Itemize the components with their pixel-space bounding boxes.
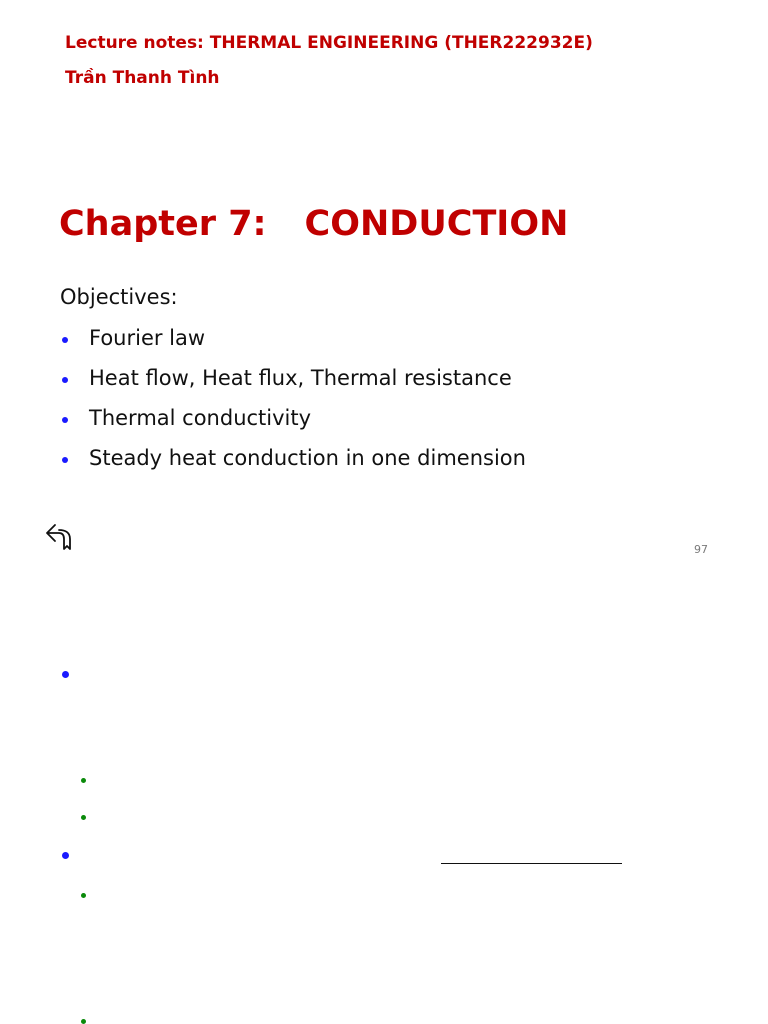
chapter-title bbox=[59, 204, 568, 244]
bullet-icon bbox=[62, 852, 69, 859]
objective-item bbox=[60, 405, 526, 445]
bullet-icon bbox=[62, 377, 68, 383]
bullet-icon bbox=[62, 417, 68, 423]
objective-text: Fourier law bbox=[89, 326, 206, 350]
page-number: 97 bbox=[694, 543, 708, 556]
bullet-icon bbox=[81, 815, 86, 820]
objectives-label: Objectives: bbox=[60, 285, 178, 309]
bullet-icon bbox=[81, 778, 86, 783]
objective-item bbox=[60, 365, 526, 405]
bullet-icon bbox=[62, 457, 68, 463]
objective-item bbox=[60, 325, 526, 365]
bullet-icon bbox=[62, 337, 68, 343]
objective-text: Heat flow, Heat flux, Thermal resistance bbox=[89, 366, 512, 390]
objectives-list bbox=[60, 325, 526, 485]
underline-rule bbox=[441, 863, 622, 864]
chapter-label: Chapter 7: bbox=[59, 204, 267, 244]
chapter-topic: CONDUCTION bbox=[304, 204, 569, 244]
objective-item bbox=[60, 445, 526, 485]
bullet-icon bbox=[62, 671, 69, 678]
objective-text: Steady heat conduction in one dimension bbox=[89, 446, 526, 470]
author-name: Trần Thanh Tình bbox=[65, 68, 220, 88]
course-title: Lecture notes: THERMAL ENGINEERING (THER222932E) bbox=[65, 33, 593, 53]
bullet-icon bbox=[81, 893, 86, 898]
objective-text: Thermal conductivity bbox=[89, 406, 312, 430]
return-arrow-icon[interactable] bbox=[45, 522, 73, 552]
bullet-icon bbox=[81, 1019, 86, 1024]
